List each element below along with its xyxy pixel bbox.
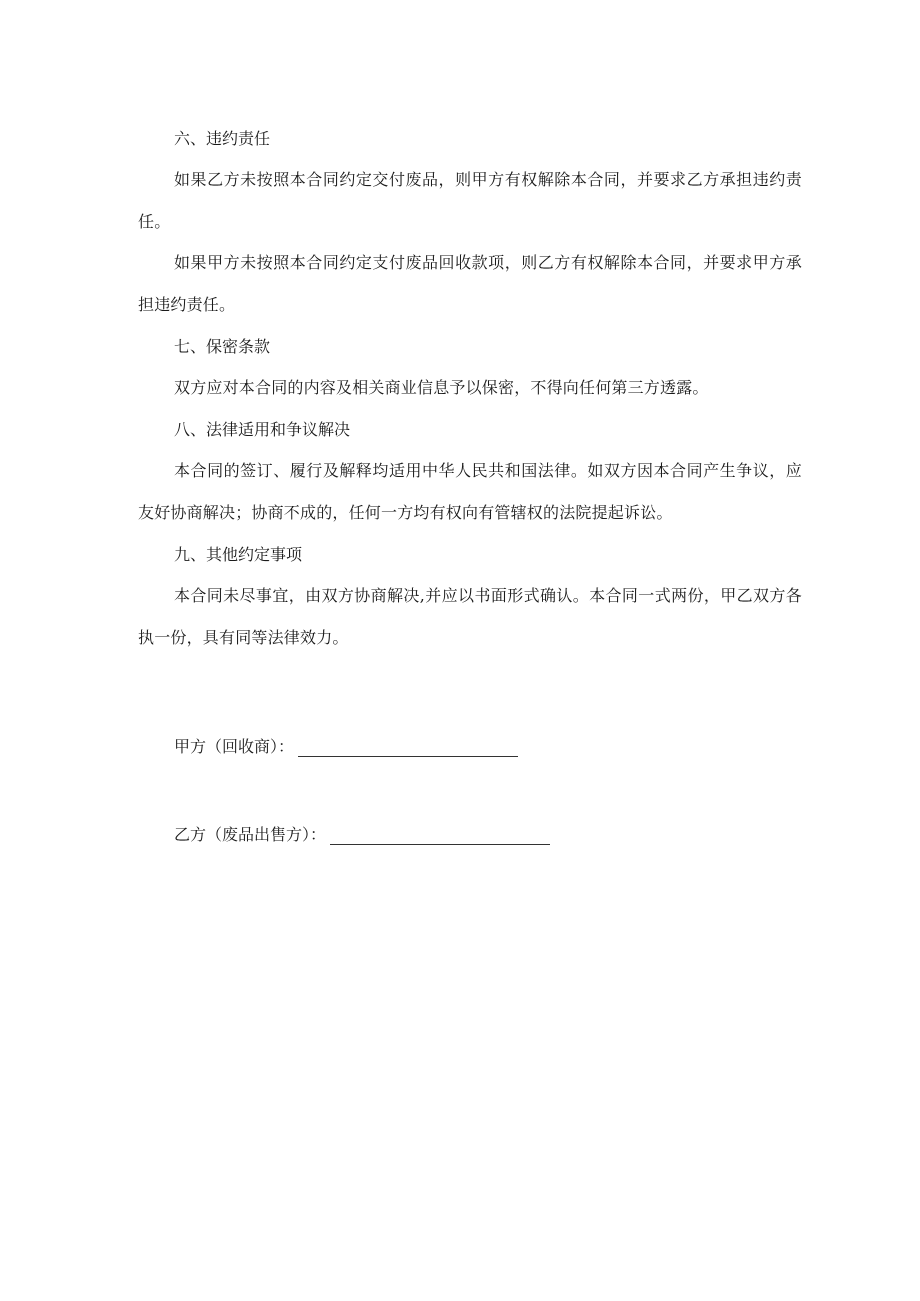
- signature-line-party-a[interactable]: [298, 740, 518, 757]
- paragraph-breach-party-b: 如果乙方未按照本合同约定交付废品，则甲方有权解除本合同，并要求乙方承担违约责任。: [138, 170, 802, 231]
- paragraph-confidentiality: 双方应对本合同的内容及相关商业信息予以保密，不得向任何第三方透露。: [174, 378, 709, 397]
- paragraph-governing-law: 本合同的签订、履行及解释均适用中华人民共和国法律。如双方因本合同产生争议，应友好协商解决；协商不成的，任何一方均有权向有管辖权的法院提起诉讼。: [138, 461, 802, 522]
- paragraph-breach-party-a: 如果甲方未按照本合同约定支付废品回收款项，则乙方有权解除本合同，并要求甲方承担违约责任。: [138, 253, 802, 314]
- section-heading-confidentiality: 七、保密条款: [174, 337, 271, 356]
- signature-party-b: [174, 822, 550, 845]
- contract-body: [138, 124, 802, 665]
- section-heading-other-matters: 九、其他约定事项: [174, 545, 303, 564]
- paragraph-other-matters: 本合同未尽事宜，由双方协商解决,并应以书面形式确认。本合同一式两份，甲乙双方各执一份，具有同等法律效力。: [138, 586, 802, 647]
- signature-party-a: [174, 734, 518, 757]
- signature-line-party-b[interactable]: [330, 828, 550, 845]
- section-heading-governing-law: 八、法律适用和争议解决: [174, 420, 351, 439]
- signature-label-party-b: 乙方（废品出售方）：: [174, 825, 327, 844]
- signature-label-party-a: 甲方（回收商）：: [174, 737, 295, 756]
- section-heading-breach: 六、违约责任: [174, 129, 271, 148]
